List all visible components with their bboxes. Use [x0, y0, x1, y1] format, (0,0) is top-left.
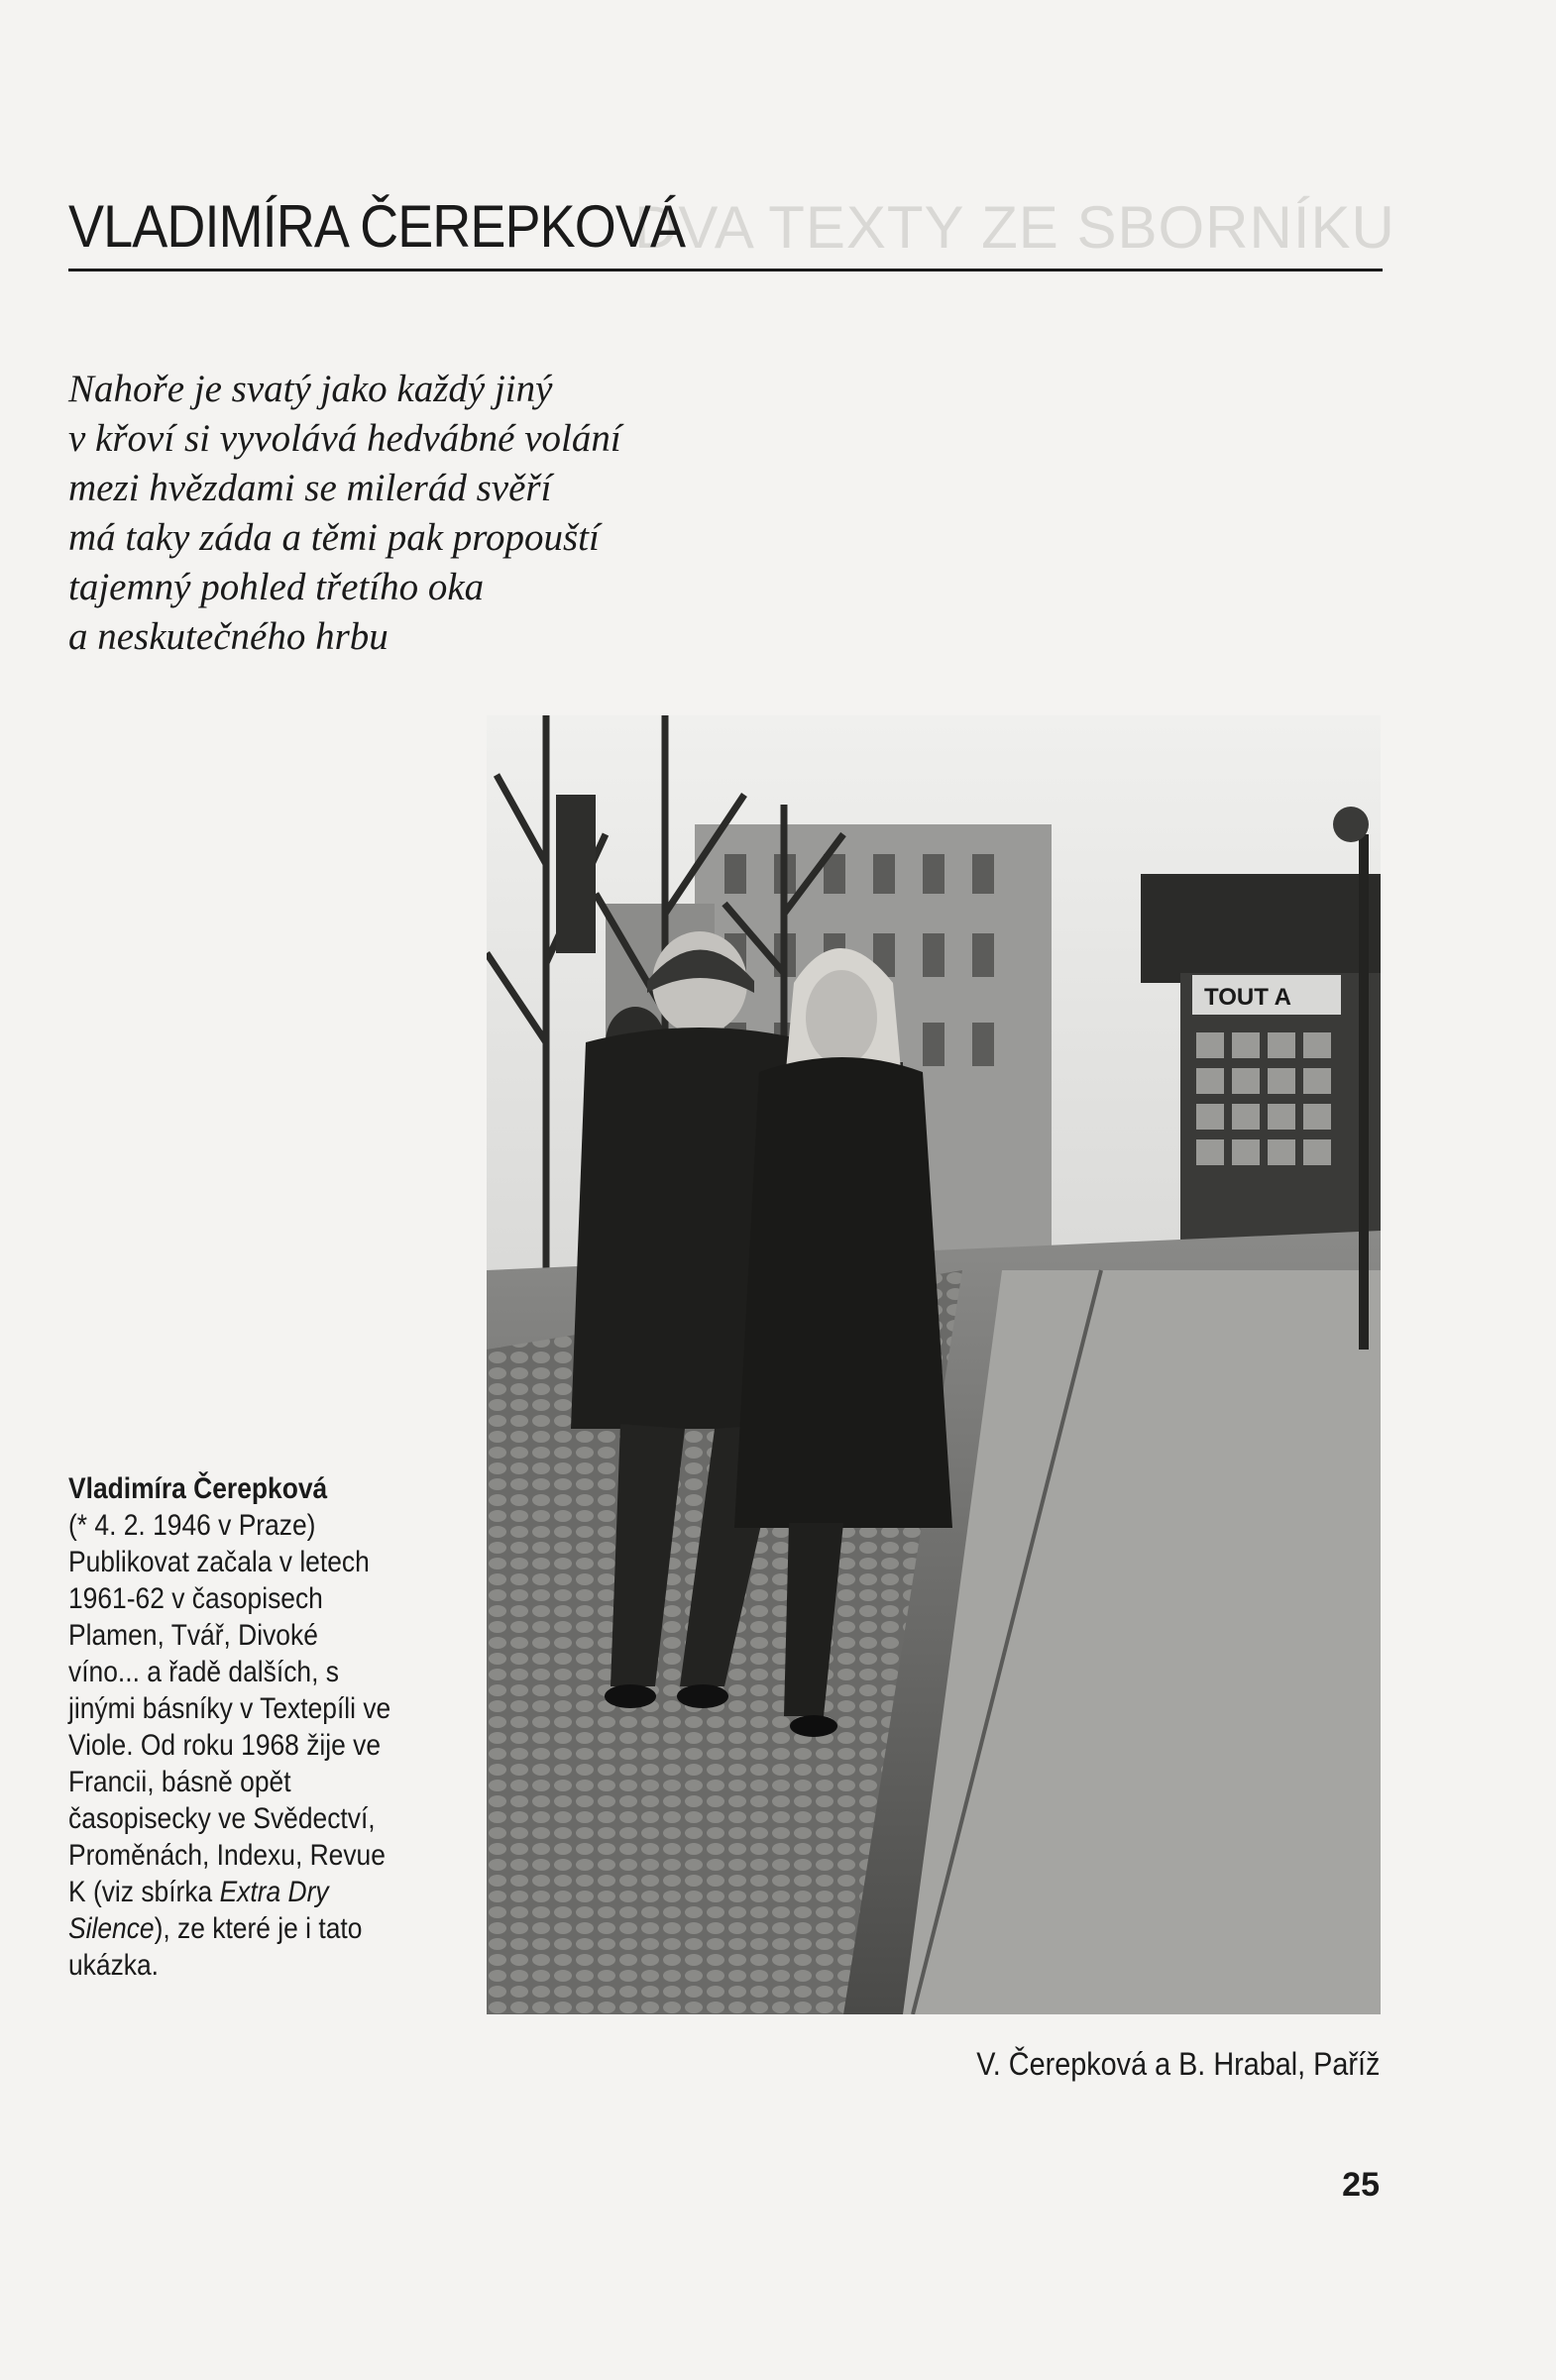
author-name: Vladimíra Čerepková — [68, 1472, 328, 1505]
page-title: VLADIMÍRA ČEREPKOVÁ — [68, 193, 686, 260]
title-rule — [68, 269, 1383, 271]
poem — [68, 365, 861, 662]
poem-line: a neskutečného hrbu — [68, 615, 389, 658]
page-number: 25 — [1342, 2166, 1380, 2204]
author-bio — [68, 1470, 395, 1984]
poem-line: má taky záda a těmi pak propouští — [68, 516, 600, 559]
poem-line: Nahoře je svatý jako každý jiný — [68, 368, 553, 410]
poem-line: v křoví si vyvolává hedvábné volání — [68, 417, 621, 460]
bleed-through-text: DVA TEXTY ZE SBORNÍKU — [634, 194, 1395, 261]
shop-sign: TOUT A — [1204, 984, 1291, 1011]
photo-caption: V. Čerepková a B. Hrabal, Paříž — [975, 2046, 1380, 2082]
bio-text-part-1: (* 4. 2. 1946 v Praze) Publikovat začala v letech 1961-62 v časopisech Plamen, Tvář, Divoké víno... a řadě dalších, s jinými básníky v Textepíli ve Viole. Od roku 1968 žije ve Francii, básně opět časopisecky ve Svědectví, Proměnách, Indexu, Revue K (viz sbírka — [68, 1509, 391, 1908]
photo-illustration — [487, 715, 1381, 2014]
poem-line: mezi hvězdami se milerád svěří — [68, 467, 552, 509]
street-photo — [487, 715, 1381, 2014]
book-title: Extra Dry Silence — [68, 1876, 329, 1945]
bio-text — [68, 1507, 395, 1984]
poem-line: tajemný pohled třetího oka — [68, 566, 485, 608]
bio-text-part-2: ), ze které je i tato ukázka. — [68, 1912, 363, 1982]
